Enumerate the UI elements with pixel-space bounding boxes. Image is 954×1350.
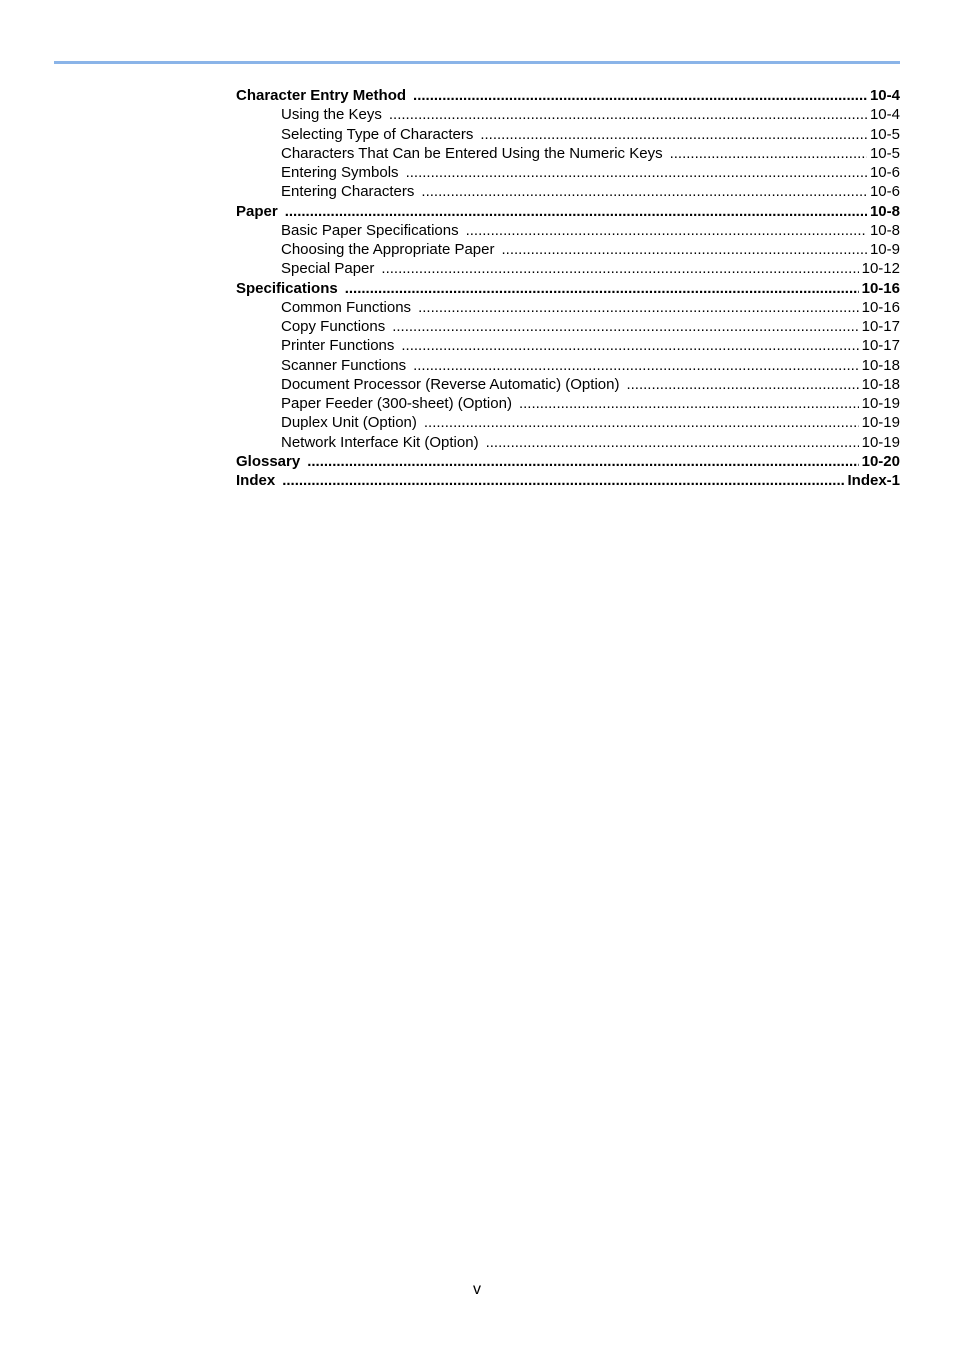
- toc-dot-leader: [406, 163, 867, 182]
- toc-entry-page: 10-6: [869, 164, 900, 181]
- toc-subsection-entry[interactable]: [236, 144, 900, 163]
- toc-entry-page: 10-19: [861, 395, 900, 412]
- toc-subsection-entry[interactable]: [236, 317, 900, 336]
- toc-dot-leader: [519, 394, 859, 413]
- toc-entry-title: Copy Functions: [281, 318, 386, 335]
- toc-entry-title: Characters That Can be Entered Using the Numeric Keys: [281, 144, 663, 162]
- toc-entry-title: Network Interface Kit (Option): [281, 433, 479, 451]
- page-number: v: [473, 1281, 481, 1298]
- toc-dot-leader: [501, 240, 866, 259]
- toc-dot-leader: [626, 375, 858, 394]
- toc-entry-page: 10-4: [869, 87, 900, 104]
- toc-section-entry[interactable]: [236, 452, 900, 471]
- toc-dot-leader: [486, 433, 859, 452]
- toc-entry-title: Using the Keys: [281, 106, 382, 124]
- toc-subsection-entry[interactable]: [236, 125, 900, 144]
- toc-section-entry[interactable]: [236, 86, 900, 105]
- toc-dot-leader: [401, 336, 858, 355]
- toc-entry-page: 10-8: [869, 202, 900, 220]
- toc-subsection-entry[interactable]: [236, 394, 900, 413]
- toc-subsection-entry[interactable]: [236, 182, 900, 201]
- toc-entry-title: Duplex Unit (Option): [281, 414, 417, 432]
- toc-subsection-entry[interactable]: [236, 356, 900, 375]
- toc-subsection-entry[interactable]: [236, 433, 900, 452]
- toc-dot-leader: [466, 221, 867, 240]
- toc-entry-page: 10-8: [869, 221, 900, 239]
- toc-entry-title: Printer Functions: [281, 337, 395, 355]
- toc-entry-page: 10-18: [861, 375, 900, 393]
- toc-dot-leader: [392, 317, 858, 336]
- toc-subsection-entry[interactable]: [236, 298, 900, 317]
- toc-entry-title: Choosing the Appropriate Paper: [281, 241, 495, 258]
- toc-entry-title: Selecting Type of Characters: [281, 125, 474, 143]
- toc-entry-page: 10-18: [861, 356, 900, 374]
- toc-entry-title: Common Functions: [281, 298, 412, 316]
- toc-entry-title: Special Paper: [281, 260, 375, 278]
- toc-section-entry[interactable]: [236, 202, 900, 221]
- toc-dot-leader: [421, 182, 867, 201]
- toc-dot-leader: [345, 279, 859, 298]
- toc-entry-title: Index: [236, 472, 276, 489]
- header-rule: [54, 61, 900, 64]
- toc-entry-page: 10-12: [861, 260, 900, 278]
- toc-entry-title: Basic Paper Specifications: [281, 221, 459, 239]
- toc-section-entry[interactable]: [236, 471, 900, 490]
- toc-subsection-entry[interactable]: [236, 375, 900, 394]
- toc-entry-title: Entering Characters: [281, 183, 415, 201]
- toc-dot-leader: [282, 471, 844, 490]
- toc-subsection-entry[interactable]: [236, 240, 900, 259]
- toc-subsection-entry[interactable]: [236, 413, 900, 432]
- toc-entry-page: Index-1: [847, 472, 900, 489]
- toc-dot-leader: [307, 452, 858, 471]
- toc-entry-title: Entering Symbols: [281, 164, 399, 181]
- toc-entry-page: 10-4: [869, 106, 900, 124]
- toc-entry-page: 10-16: [861, 279, 900, 297]
- toc-dot-leader: [389, 105, 867, 124]
- toc-entry-title: Scanner Functions: [281, 356, 407, 374]
- toc-entry-page: 10-19: [861, 433, 900, 451]
- toc-subsection-entry[interactable]: [236, 221, 900, 240]
- toc-entry-title: Character Entry Method: [236, 87, 407, 104]
- toc-dot-leader: [413, 356, 859, 375]
- toc-entry-page: 10-17: [861, 337, 900, 355]
- toc-entry-page: 10-9: [869, 241, 900, 258]
- toc-dot-leader: [418, 298, 859, 317]
- toc-entry-page: 10-20: [861, 452, 900, 470]
- table-of-contents: [236, 86, 900, 490]
- toc-subsection-entry[interactable]: [236, 259, 900, 278]
- toc-entry-title: Document Processor (Reverse Automatic) (Option): [281, 375, 620, 393]
- toc-entry-page: 10-17: [861, 318, 900, 335]
- toc-subsection-entry[interactable]: [236, 105, 900, 124]
- toc-entry-page: 10-5: [869, 125, 900, 143]
- toc-dot-leader: [413, 86, 867, 105]
- toc-dot-leader: [285, 202, 867, 221]
- toc-entry-page: 10-6: [869, 183, 900, 201]
- toc-entry-page: 10-19: [861, 414, 900, 432]
- toc-entry-page: 10-5: [869, 144, 900, 162]
- toc-section-entry[interactable]: [236, 279, 900, 298]
- toc-entry-page: 10-16: [861, 298, 900, 316]
- toc-entry-title: Paper: [236, 202, 278, 220]
- toc-dot-leader: [381, 259, 858, 278]
- toc-subsection-entry[interactable]: [236, 163, 900, 182]
- toc-dot-leader: [670, 144, 867, 163]
- toc-dot-leader: [480, 125, 867, 144]
- toc-entry-title: Specifications: [236, 279, 338, 297]
- toc-subsection-entry[interactable]: [236, 336, 900, 355]
- toc-entry-title: Paper Feeder (300-sheet) (Option): [281, 395, 512, 412]
- toc-dot-leader: [424, 413, 859, 432]
- toc-entry-title: Glossary: [236, 452, 301, 470]
